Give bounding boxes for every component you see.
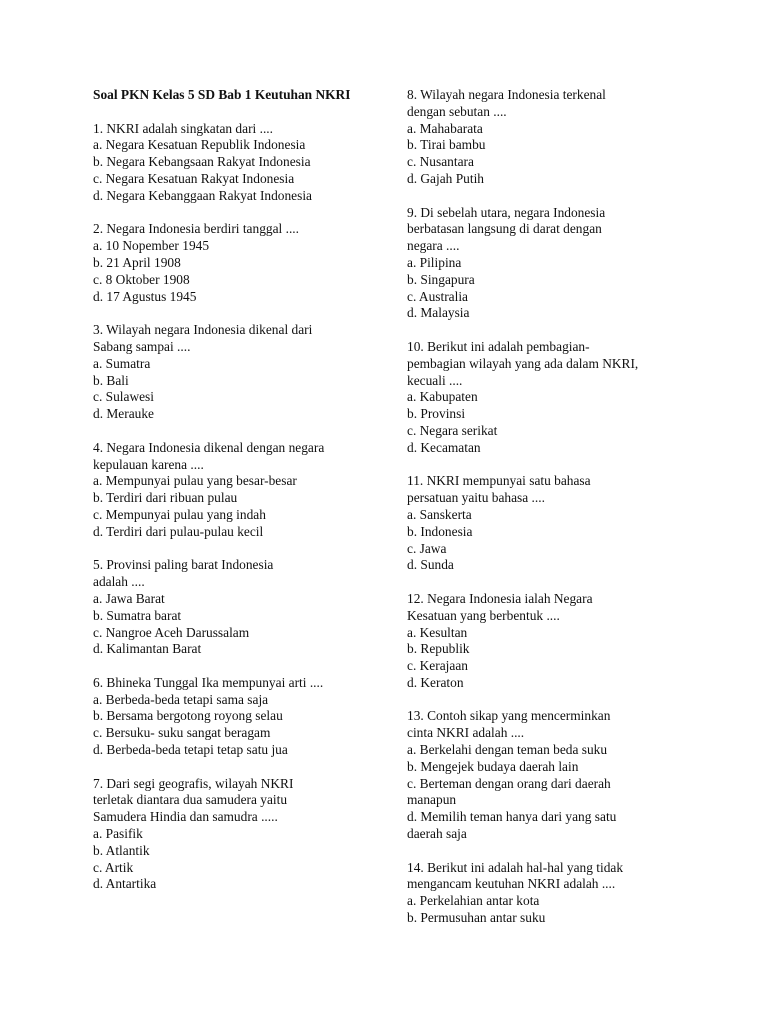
answer-option: a. Kabupaten bbox=[407, 389, 478, 405]
question-block bbox=[407, 591, 679, 692]
answer-option: b. Provinsi bbox=[407, 406, 466, 422]
answer-option: c. Artik bbox=[93, 859, 134, 875]
answer-option: b. Negara Kebangsaan Rakyat Indonesia bbox=[93, 154, 311, 170]
question-block bbox=[93, 322, 378, 423]
answer-option: d. Negara Kebanggaan Rakyat Indonesia bbox=[93, 187, 312, 203]
question-block bbox=[93, 776, 378, 894]
question-text: 2. Negara Indonesia berdiri tanggal .... bbox=[93, 221, 299, 237]
question-text: 7. Dari segi geografis, wilayah NKRI bbox=[93, 775, 294, 791]
answer-option: a. Mempunyai pulau yang besar-besar bbox=[93, 473, 297, 489]
left-column bbox=[93, 87, 378, 910]
answer-option: a. Sanskerta bbox=[407, 506, 472, 522]
question-text: persatuan yaitu bahasa .... bbox=[407, 490, 545, 506]
answer-option: a. Pilipina bbox=[407, 254, 462, 270]
answer-option: a. Jawa Barat bbox=[93, 590, 165, 606]
answer-option: d. Memilih teman hanya dari yang satu bbox=[407, 809, 617, 825]
answer-option: manapun bbox=[407, 792, 457, 808]
question-block bbox=[93, 121, 378, 205]
question-block bbox=[407, 205, 679, 323]
answer-option: daerah saja bbox=[407, 826, 467, 842]
answer-option: b. 21 April 1908 bbox=[93, 254, 181, 270]
answer-option: b. Atlantik bbox=[93, 842, 150, 858]
answer-option: c. Jawa bbox=[407, 540, 447, 556]
answer-option: b. Tirai bambu bbox=[407, 137, 486, 153]
question-block bbox=[407, 339, 679, 457]
question-block bbox=[93, 221, 378, 305]
question-text: 4. Negara Indonesia dikenal dengan negara bbox=[93, 439, 325, 455]
question-text: 10. Berikut ini adalah pembagian- bbox=[407, 338, 590, 354]
answer-option: a. Mahabarata bbox=[407, 120, 483, 136]
question-text: mengancam keutuhan NKRI adalah .... bbox=[407, 876, 616, 892]
answer-option: d. Merauke bbox=[93, 406, 154, 422]
answer-option: c. Negara serikat bbox=[407, 422, 498, 438]
answer-option: d. Keraton bbox=[407, 674, 464, 690]
answer-option: c. Nusantara bbox=[407, 154, 474, 170]
question-text: kepulauan karena .... bbox=[93, 456, 204, 472]
answer-option: c. Mempunyai pulau yang indah bbox=[93, 506, 266, 522]
question-text: 5. Provinsi paling barat Indonesia bbox=[93, 557, 274, 573]
answer-option: c. Negara Kesatuan Rakyat Indonesia bbox=[93, 170, 295, 186]
answer-option: b. Singapura bbox=[407, 271, 475, 287]
answer-option: d. Malaysia bbox=[407, 305, 470, 321]
answer-option: b. Mengejek budaya daerah lain bbox=[407, 758, 579, 774]
right-column bbox=[407, 87, 679, 944]
answer-option: d. 17 Agustus 1945 bbox=[93, 288, 197, 304]
answer-option: b. Republik bbox=[407, 641, 470, 657]
answer-option: b. Sumatra barat bbox=[93, 607, 182, 623]
question-text: terletak diantara dua samudera yaitu bbox=[93, 792, 288, 808]
question-text: 1. NKRI adalah singkatan dari .... bbox=[93, 120, 273, 136]
answer-option: b. Bersama bergotong royong selau bbox=[93, 708, 283, 724]
question-text: pembagian wilayah yang ada dalam NKRI, bbox=[407, 355, 639, 371]
question-block bbox=[407, 708, 679, 842]
question-text: Sabang sampai .... bbox=[93, 338, 191, 354]
answer-option: c. Sulawesi bbox=[93, 389, 154, 405]
answer-option: d. Berbeda-beda tetapi tetap satu jua bbox=[93, 742, 288, 758]
question-text: dengan sebutan .... bbox=[407, 103, 507, 119]
question-text: Kesatuan yang berbentuk .... bbox=[407, 607, 560, 623]
answer-option: a. Berbeda-beda tetapi sama saja bbox=[93, 691, 269, 707]
question-text: 8. Wilayah negara Indonesia terkenal bbox=[407, 87, 606, 102]
answer-option: c. 8 Oktober 1908 bbox=[93, 271, 190, 287]
question-text: 12. Negara Indonesia ialah Negara bbox=[407, 590, 593, 606]
answer-option: b. Bali bbox=[93, 372, 129, 388]
answer-option: a. Negara Kesatuan Republik Indonesia bbox=[93, 137, 306, 153]
question-block bbox=[93, 675, 378, 759]
right-question-list bbox=[407, 87, 679, 927]
answer-option: a. Kesultan bbox=[407, 624, 468, 640]
answer-option: c. Kerajaan bbox=[407, 658, 468, 674]
answer-option: d. Sunda bbox=[407, 557, 454, 573]
answer-option: c. Nangroe Aceh Darussalam bbox=[93, 624, 250, 640]
answer-option: c. Bersuku- suku sangat beragam bbox=[93, 725, 271, 741]
question-text: 6. Bhineka Tunggal Ika mempunyai arti .... bbox=[93, 674, 324, 690]
answer-option: a. Pasifik bbox=[93, 826, 143, 842]
answer-option: c. Berteman dengan orang dari daerah bbox=[407, 775, 611, 791]
left-question-list bbox=[93, 121, 378, 894]
answer-option: b. Terdiri dari ribuan pulau bbox=[93, 490, 238, 506]
question-text: cinta NKRI adalah .... bbox=[407, 725, 525, 741]
answer-option: b. Indonesia bbox=[407, 523, 473, 539]
question-text: 13. Contoh sikap yang mencerminkan bbox=[407, 708, 611, 724]
question-text: berbatasan langsung di darat dengan bbox=[407, 221, 602, 237]
question-text: 14. Berikut ini adalah hal-hal yang tidak bbox=[407, 859, 624, 875]
answer-option: d. Kecamatan bbox=[407, 439, 481, 455]
answer-option: a. Sumatra bbox=[93, 355, 151, 371]
answer-option: a. Perkelahian antar kota bbox=[407, 893, 540, 909]
question-block bbox=[407, 87, 679, 188]
answer-option: b. Permusuhan antar suku bbox=[407, 910, 546, 926]
document-title: Soal PKN Kelas 5 SD Bab 1 Keutuhan NKRI bbox=[93, 87, 351, 102]
question-text: adalah .... bbox=[93, 574, 145, 590]
question-text: kecuali .... bbox=[407, 372, 463, 388]
question-text: 9. Di sebelah utara, negara Indonesia bbox=[407, 204, 606, 220]
answer-option: a. Berkelahi dengan teman beda suku bbox=[407, 742, 608, 758]
answer-option: d. Antartika bbox=[93, 876, 157, 892]
answer-option: a. 10 Nopember 1945 bbox=[93, 238, 210, 254]
question-block bbox=[407, 860, 679, 927]
question-text: negara .... bbox=[407, 238, 460, 254]
question-text: 11. NKRI mempunyai satu bahasa bbox=[407, 473, 591, 489]
question-block bbox=[407, 473, 679, 574]
question-block bbox=[93, 440, 378, 541]
answer-option: d. Kalimantan Barat bbox=[93, 641, 202, 657]
question-block bbox=[93, 557, 378, 658]
answer-option: d. Terdiri dari pulau-pulau kecil bbox=[93, 523, 264, 539]
question-text: Samudera Hindia dan samudra ..... bbox=[93, 809, 278, 825]
answer-option: d. Gajah Putih bbox=[407, 170, 484, 186]
answer-option: c. Australia bbox=[407, 288, 468, 304]
question-text: 3. Wilayah negara Indonesia dikenal dari bbox=[93, 322, 313, 338]
